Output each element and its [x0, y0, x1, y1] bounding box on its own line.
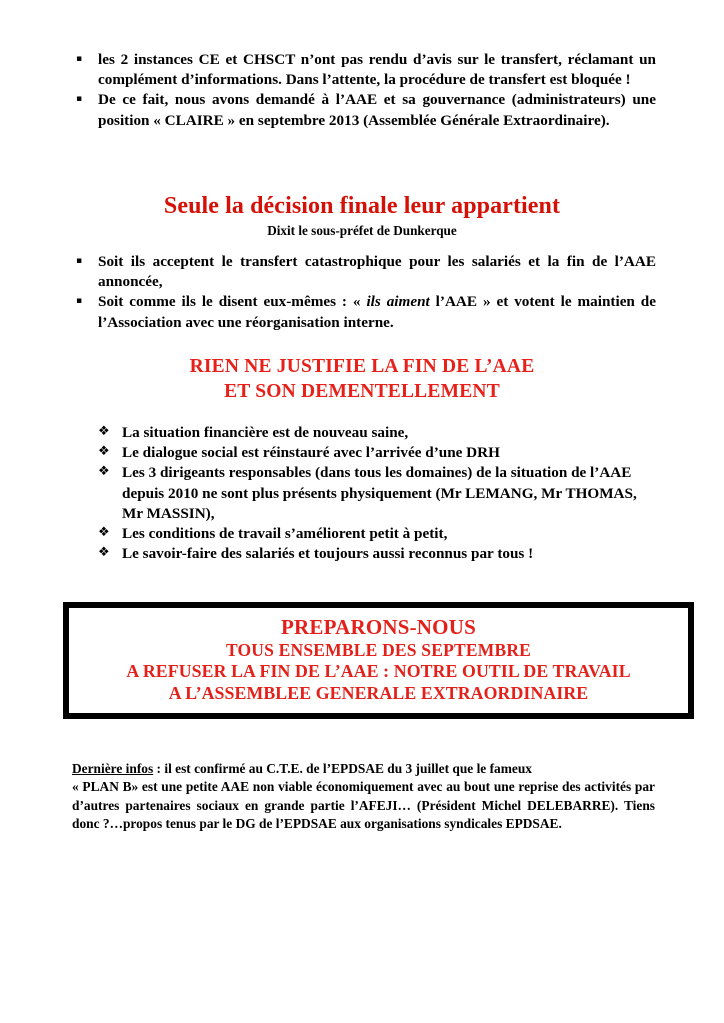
quote-attribution: Dixit le sous-préfet de Dunkerque: [267, 222, 457, 238]
list-item: [98, 443, 656, 463]
cta-line-3: A REFUSER LA FIN DE L’AAE : NOTRE OUTIL DE TRAVAIL: [126, 661, 631, 682]
list-item-text-emphasis: ils aiment: [366, 293, 430, 311]
middle-bullets-section: [68, 252, 656, 333]
top-bullet-list: [68, 50, 656, 131]
diamond-bullet-icon: ❖: [98, 525, 110, 541]
list-item: [98, 524, 656, 544]
red-heading-line-1: RIEN NE JUSTIFIE LA FIN DE L’AAE: [189, 356, 535, 377]
list-item: [98, 423, 656, 443]
list-item: [68, 292, 656, 332]
footer-note-body: « PLAN B» est une petite AAE non viable économiquement avec au bout une reprise des activités par d’autres partenaires sociaux en grande partie l’AFEJI… (Président Michel DELEBARRE). Tiens donc ?…propos tenus par le DG de l’EPDSAE aux organisations syndicales EPDSAE.: [72, 779, 655, 832]
list-item-text: Les conditions de travail s’améliorent petit à petit,: [122, 525, 448, 543]
cta-line-2: TOUS ENSEMBLE DES SEPTEMBRE: [225, 640, 532, 661]
list-item-text: Le dialogue social est réinstauré avec l’arrivée d’une DRH: [122, 444, 500, 462]
cta-line-4: A L’ASSEMBLEE GENERALE EXTRAORDINAIRE: [168, 682, 589, 703]
square-bullet-icon: ▪: [76, 256, 83, 266]
cta-line-1: PREPARONS-NOUS: [281, 615, 476, 639]
red-heading-line-2: ET SON DEMENTELLEMENT: [224, 380, 500, 402]
list-item-text: De ce fait, nous avons demandé à l’AAE et sa gouvernance (administrateurs) une position « CLAIRE » en septembre 2013 (Assemblée Générale Extraordinaire).: [98, 91, 656, 129]
reasons-bullet-list: [98, 423, 656, 565]
square-bullet-icon: ▪: [76, 296, 83, 307]
diamond-bullet-icon: ❖: [98, 444, 110, 460]
list-item-text-tail: l’AAE » et votent le maintien de l’Association avec une réorganisation interne.: [98, 293, 656, 331]
list-item-text: La situation financière est de nouveau saine,: [122, 424, 409, 441]
diamond-bullet-icon: ❖: [98, 424, 110, 439]
square-bullet-icon: ▪: [76, 94, 83, 105]
list-item: [68, 252, 656, 292]
list-item-text: les 2 instances CE et CHSCT n’ont pas rendu d’avis sur le transfert, réclamant un complément d’informations. Dans l’attente, la procédure de transfert est bloquée !: [98, 51, 656, 89]
call-to-action-box: [63, 602, 694, 719]
list-item-text-plain: Soit comme ils le disent eux-mêmes : «: [98, 293, 367, 311]
quote-section: [68, 193, 656, 239]
list-item-text: [98, 293, 656, 330]
list-item: [68, 50, 656, 90]
list-item-text: Les 3 dirigeants responsables (dans tous les domaines) de la situation de l’AAE depuis 2010 ne sont plus présents physiquement (Mr LEMANG, Mr THOMAS, Mr MASSIN),: [122, 464, 637, 522]
quote-title: Seule la décision finale leur appartient: [163, 193, 561, 219]
list-item-text: Soit ils acceptent le transfert catastrophique pour les salariés et la fin de l’AAE annoncée,: [98, 253, 656, 291]
list-item: [98, 544, 656, 564]
footer-note-label-rest: : il est confirmé au C.T.E. de l’EPDSAE du 3 juillet que le fameux: [153, 761, 532, 776]
footer-note: [72, 760, 655, 833]
list-item: [68, 90, 656, 130]
middle-bullet-list: [68, 252, 656, 333]
list-item-text: Le savoir-faire des salariés et toujours aussi reconnus par tous !: [122, 545, 534, 563]
diamond-bullet-icon: ❖: [98, 545, 110, 561]
red-heading-section: [68, 355, 656, 404]
square-bullet-icon: ▪: [76, 54, 83, 64]
diamond-bullet-icon: ❖: [98, 464, 110, 480]
footer-note-label: Dernière infos: [72, 761, 154, 776]
top-bullets-section: [68, 50, 656, 131]
reasons-section: [68, 423, 656, 565]
list-item: [98, 463, 656, 524]
